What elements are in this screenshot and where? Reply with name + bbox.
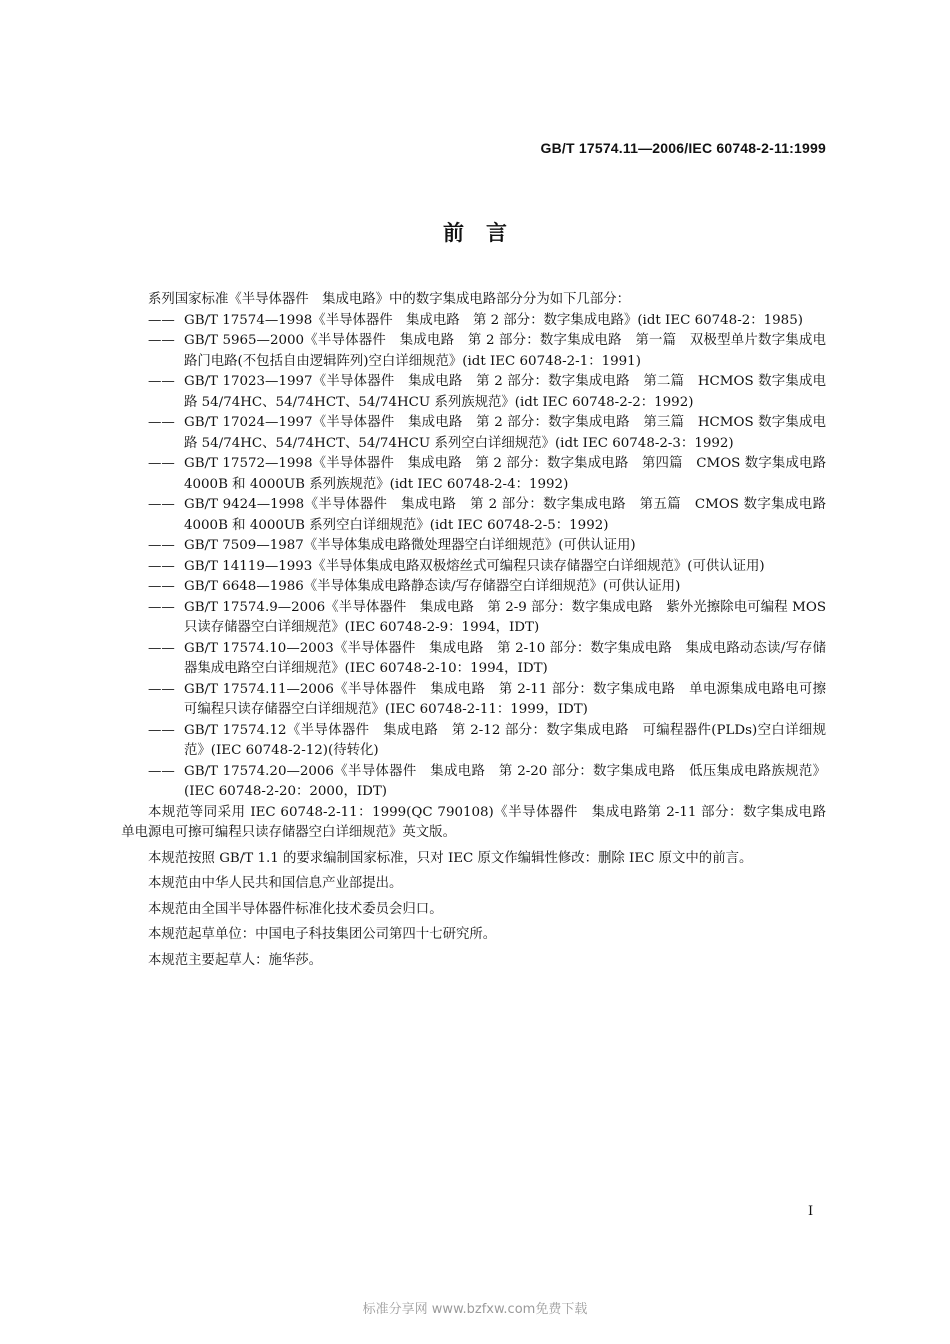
list-item: —— GB/T 17572—1998《半导体器件 集成电路 第 2 部分：数字集成电路 第四篇 CMOS 数字集成电路 4000B 和 4000UB 系列族规范》(idt IEC 60748-2-4：1992) xyxy=(148,456,826,492)
standard-code-header: GB/T 17574.11—2006/IEC 60748-2-11:1999 xyxy=(540,140,826,156)
list-dash: —— xyxy=(148,456,175,471)
adoption-paragraph: 本规范等同采用 IEC 60748-2-11：1999(QC 790108)《半导体器件 集成电路第 2-11 部分：数字集成电路 单电源电可擦可编程只读存储器空白详细规范》英文版。 xyxy=(121,804,840,840)
list-dash: —— xyxy=(148,374,175,389)
closing-paragraphs xyxy=(121,803,840,972)
list-item: —— GB/T 9424—1998《半导体器件 集成电路 第 2 部分：数字集成电路 第五篇 CMOS 数字集成电路 4000B 和 4000UB 系列空白详细规范》(idt IEC 60748-2-5：1992) xyxy=(148,497,826,533)
list-dash: —— xyxy=(148,312,175,328)
list-item: —— GB/T 17574—1998《半导体器件 集成电路 第 2 部分：数字集成电路》(idt IEC 60748-2：1985) xyxy=(148,311,826,332)
list-item: —— GB/T 5965—2000《半导体器件 集成电路 第 2 部分：数字集成电路 第一篇 双极型单片数字集成电路门电路(不包括自由逻辑阵列)空白详细规范》(idt IEC 60748-2-1：1991) xyxy=(148,333,826,369)
list-dash: —— xyxy=(148,558,175,574)
list-item: —— GB/T 17574.20—2006《半导体器件 集成电路 第 2-20 部分：数字集成电路 低压集成电路族规范》(IEC 60748-2-20：2000，IDT) xyxy=(148,763,826,799)
list-dash: —— xyxy=(148,497,175,512)
proposer-paragraph: 本规范由中华人民共和国信息产业部提出。 xyxy=(148,876,403,891)
committee-paragraph: 本规范由全国半导体器件标准化技术委员会归口。 xyxy=(148,901,443,917)
list-dash: —— xyxy=(148,538,175,553)
list-dash: —— xyxy=(148,640,175,656)
page-number: I xyxy=(808,1204,814,1219)
foreword-body xyxy=(121,290,840,976)
drafter-paragraph: 本规范主要起草人：施华莎。 xyxy=(148,952,323,968)
list-dash: —— xyxy=(148,681,175,697)
list-dash: —— xyxy=(148,763,175,779)
drafting-unit-paragraph: 本规范起草单位：中国电子科技集团公司第四十七研究所。 xyxy=(148,927,497,942)
intro-paragraph: 系列国家标准《半导体器件 集成电路》中的数字集成电路部分分为如下几部分： xyxy=(148,292,631,307)
list-dash: —— xyxy=(148,415,175,430)
list-item: —— GB/T 14119—1993《半导体集成电路双极熔丝式可编程只读存储器空白详细规范》(可供认证用) xyxy=(148,557,826,578)
list-item: —— GB/T 17574.12《半导体器件 集成电路 第 2-12 部分：数字集成电路 可编程器件(PLDs)空白详细规范》(IEC 60748-2-12)(待转化) xyxy=(148,722,826,758)
list-dash: —— xyxy=(148,599,175,615)
drafting-paragraph: 本规范按照 GB/T 1.1 的要求编制国家标准，只对 IEC 原文作编辑性修改：删除 IEC 原文中的前言。 xyxy=(148,850,753,866)
watermark: 标准分享网 www.bzfxw.com免费下载 xyxy=(362,1302,588,1317)
standards-list xyxy=(148,311,826,803)
page-title: 前言 xyxy=(443,221,529,245)
list-item: —— GB/T 17023—1997《半导体器件 集成电路 第 2 部分：数字集成电路 第二篇 HCMOS 数字集成电路 54/74HC、54/74HCT、54/74HCU 系列族规范》(idt IEC 60748-2-2：1992) xyxy=(148,374,826,410)
list-dash: —— xyxy=(148,333,175,348)
list-item: —— GB/T 17024—1997《半导体器件 集成电路 第 2 部分：数字集成电路 第三篇 HCMOS 数字集成电路 54/74HC、54/74HCT、54/74HCU 系列空白详细规范》(idt IEC 60748-2-3：1992) xyxy=(148,415,826,451)
list-item: —— GB/T 17574.9—2006《半导体器件 集成电路 第 2-9 部分：数字集成电路 紫外光擦除电可编程 MOS 只读存储器空白详细规范》(IEC 60748-2-9：1994，IDT) xyxy=(148,599,826,635)
list-dash: —— xyxy=(148,722,175,738)
list-item: —— GB/T 7509—1987《半导体集成电路微处理器空白详细规范》(可供认证用) xyxy=(148,536,826,557)
list-item: —— GB/T 17574.10—2003《半导体器件 集成电路 第 2-10 部分：数字集成电路 集成电路动态读/写存储器集成电路空白详细规范》(IEC 60748-2-10：1994，IDT) xyxy=(148,640,826,676)
list-item: —— GB/T 6648—1986《半导体集成电路静态读/写存储器空白详细规范》(可供认证用) xyxy=(148,577,826,598)
list-item: —— GB/T 17574.11—2006《半导体器件 集成电路 第 2-11 部分：数字集成电路 单电源集成电路电可擦可编程只读存储器空白详细规范》(IEC 60748-2-11：1999，IDT) xyxy=(148,681,826,717)
list-dash: —— xyxy=(148,579,175,594)
